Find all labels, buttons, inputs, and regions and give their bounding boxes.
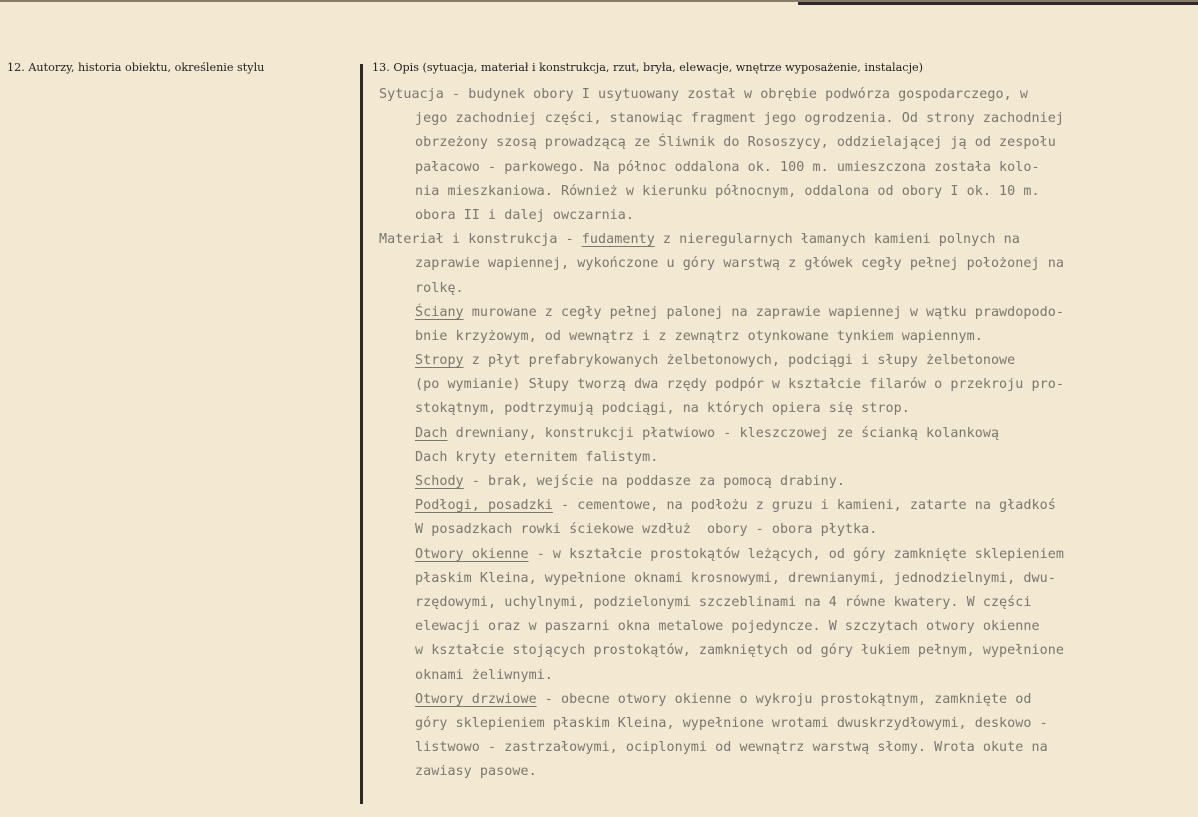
text-line: elewacji oraz w paszarni okna metalowe pojedyncze. W szczytach otwory okienne (415, 619, 1040, 635)
text-line: jego zachodniej części, stanowiąc fragment jego ogrodzenia. Od strony zachodniej (415, 111, 1064, 127)
text-line: rzędowymi, uchylnymi, podzielonymi szczeblinami na 4 równe kwatery. W części (415, 594, 1032, 610)
text-line: płaskim Kleina, wypełnione oknami krosnowymi, drewnianymi, jednodzielnymi, dwu- (415, 570, 1056, 586)
text-line: Dach drewniany, konstrukcji płatwiowo - kleszczowej ze ścianką kolankową (415, 425, 1000, 441)
section-12-header: 12. Autorzy, historia obiektu, określenie stylu (7, 61, 265, 74)
text-line: w kształcie stojących prostokątów, zamkniętych od góry łukiem pełnym, wypełnione (415, 643, 1064, 659)
text-line: W posadzkach rowki ściekowe wzdłuż obory - obora płytka. (415, 522, 878, 538)
text-line: Stropy z płyt prefabrykowanych żelbetonowych, podciągi i słupy żelbetonowe (415, 353, 1016, 369)
text-line: rolkę. (415, 280, 464, 296)
column-divider (360, 64, 363, 804)
underlined-term: Schody (415, 474, 464, 489)
text-line: obrzeżony szosą prowadzącą ze Śliwnik do Rososzycy, oddzielającej ją od zespołu (415, 135, 1056, 151)
text-line: Schody - brak, wejście na poddasze za pomocą drabiny. (415, 474, 845, 489)
text-line: zaprawie wapiennej, wykończone u góry warstwą z główek cegły pełnej położonej na (415, 256, 1064, 272)
text-line: Sytuacja - budynek obory I usytuowany został w obrębie podwórza gospodarczego, w (379, 87, 1028, 102)
text-line: góry sklepieniem płaskim Kleina, wypełnione wrotami dwuskrzydłowymi, deskowo - (415, 715, 1048, 731)
text-line: Otwory drzwiowe - obecne otwory okienne o wykroju prostokątnym, zamknięte od (415, 691, 1032, 707)
underlined-term: Podłogi, posadzki (415, 498, 553, 514)
text-line: obora II i dalej owczarnia. (415, 207, 635, 223)
section-13-description (379, 83, 1194, 784)
underlined-term: Otwory okienne (415, 546, 529, 562)
text-line: zawiasy pasowe. (415, 764, 537, 780)
text-line: Otwory okienne - w kształcie prostokątów leżących, od góry zamknięte sklepieniem (415, 546, 1064, 562)
text-line: listwowo - zastrzałowymi, ociplonymi od wewnątrz warstwą słomy. Wrota okute na (415, 740, 1048, 756)
text-line: bnie krzyżowym, od wewnątrz i z zewnątrz otynkowane tynkiem wapiennym. (415, 328, 983, 344)
section-13-header: 13. Opis (sytuacja, materiał i konstrukcja, rzut, bryła, elewacje, wnętrze wyposażenie, instalacje) (372, 61, 924, 74)
top-border-thick-line (798, 2, 1198, 5)
text-line: Materiał i konstrukcja - fudamenty z nieregularnych łamanych kamieni polnych na (379, 232, 1020, 248)
text-line: stokątnym, podtrzymują podciągi, na których opiera się strop. (415, 401, 910, 417)
underlined-term: fudamenty (581, 232, 655, 248)
underlined-term: Stropy (415, 353, 464, 369)
underlined-term: Otwory drzwiowe (415, 691, 537, 707)
text-line: nia mieszkaniowa. Również w kierunku północnym, oddalona od obory I ok. 10 m. (415, 183, 1040, 199)
text-line: pałacowo - parkowego. Na północ oddalona ok. 100 m. umieszczona została kolo- (415, 159, 1040, 175)
underlined-term: Ściany (415, 304, 464, 320)
text-line: Dach kryty eternitem falistym. (415, 449, 659, 465)
text-line: (po wymianie) Słupy tworzą dwa rzędy podpór w kształcie filarów o przekroju pro- (415, 377, 1064, 393)
text-line: oknami żeliwnymi. (415, 667, 553, 683)
text-line: Podłogi, posadzki - cementowe, na podłożu z gruzu i kamieni, zatarte na gładkoś (415, 498, 1056, 514)
text-line: Ściany murowane z cegły pełnej palonej na zaprawie wapiennej w wątku prawdopodo- (415, 304, 1064, 320)
underlined-term: Dach (415, 425, 448, 441)
